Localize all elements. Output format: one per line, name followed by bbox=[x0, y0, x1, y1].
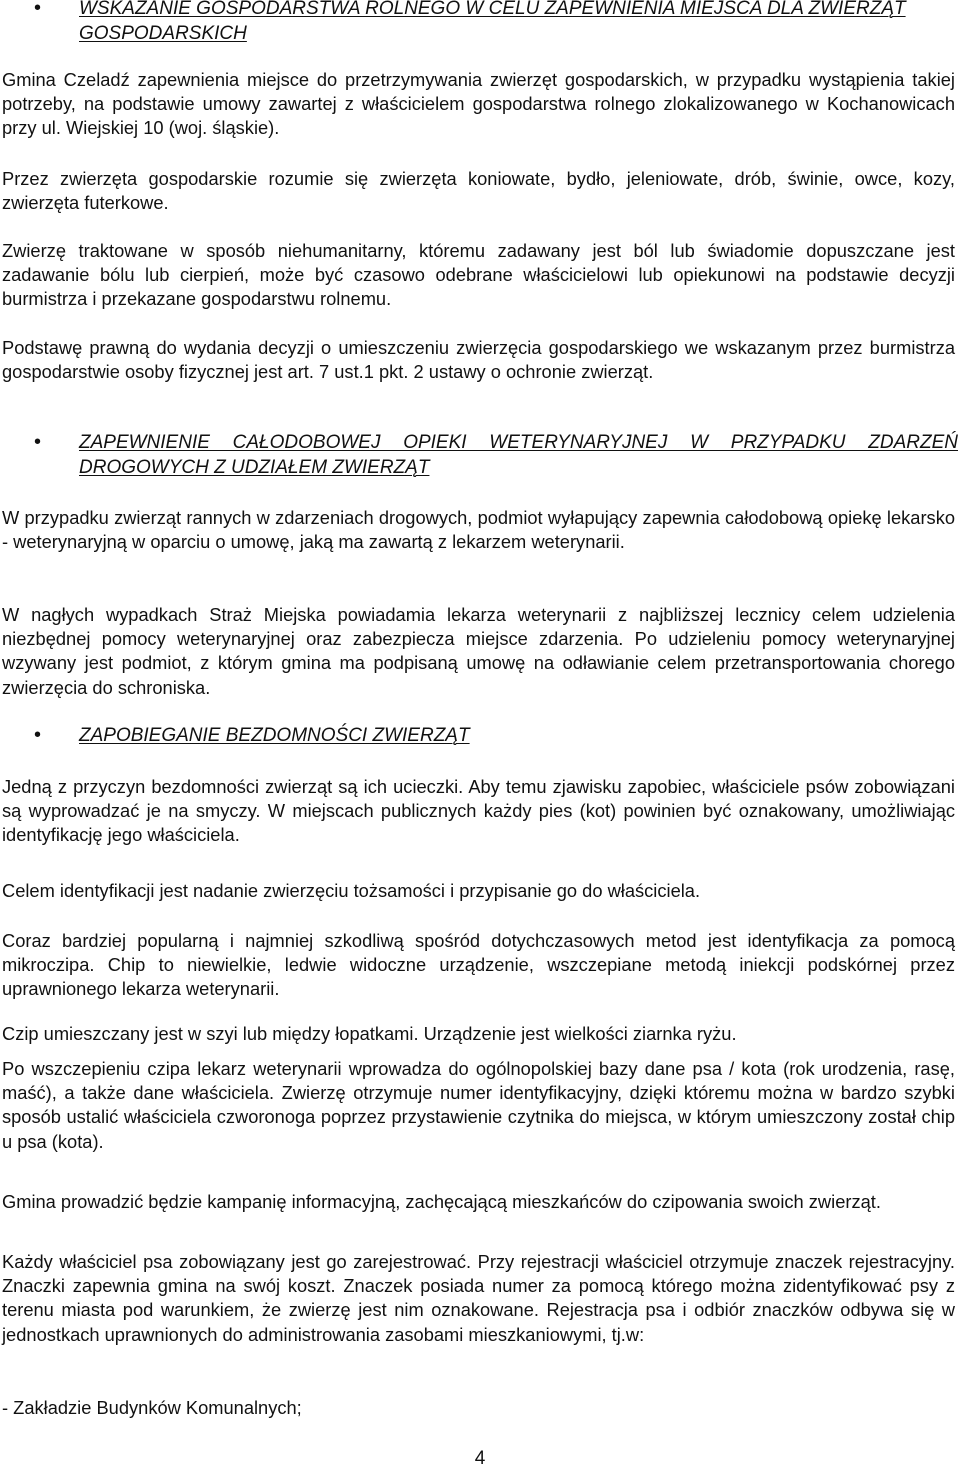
page-number: 4 bbox=[474, 1448, 486, 1469]
paragraph: Przez zwierzęta gospodarskie rozumie się zwierzęta koniowate, bydło, jeleniowate, drób, świnie, owce, kozy, zwierzęta futerkowe. bbox=[2, 168, 955, 214]
paragraph: Czip umieszczany jest w szyi lub między łopatkami. Urządzenie jest wielkości ziarnka ryżu. bbox=[2, 1023, 737, 1044]
paragraph: Po wszczepieniu czipa lekarz weterynarii wprowadza do ogólnopolskiej bazy dane psa / kota (rok urodzenia, rasę, maść), a także dane właściciela. Zwierzę otrzymuje numer identyfikacyjny, dzięki któremu można w bardzo szybki sposób ustalić właściciela czworonoga poprzez przystawienie czytnika do miejsca, w którym umieszczony został chip u psa (kota). bbox=[2, 1058, 955, 1152]
paragraph: W przypadku zwierząt rannych w zdarzeniach drogowych, podmiot wyłapujący zapewnia całodobową opiekę lekarsko - weterynaryjną w oparciu o umowę, jaką ma zawartą z lekarzem weterynarii. bbox=[2, 507, 955, 553]
heading-text: ZAPOBIEGANIE BEZDOMNOŚCI ZWIERZĄT bbox=[79, 725, 470, 746]
paragraph: Każdy właściciel psa zobowiązany jest go zarejestrować. Przy rejestracji właściciel otrzymuje znaczek rejestracyjny. Znaczki zapewnia gmina na swój koszt. Znaczek posiada numer za pomocą którego można zidentyfikować psy z terenu miasta pod warunkiem, że zwierzę jest nim oznakowane. Rejestracja psa i odbiór znaczków odbywa się w jednostkach uprawnionych do administrowania zasobami mieszkaniowymi, tj.w: bbox=[2, 1251, 955, 1345]
paragraph: Zwierzę traktowane w sposób niehumanitarny, któremu zadawany jest ból lub świadomie dopuszczane jest zadawanie bólu lub cierpień, może być czasowo odebrane właścicielowi lub opiekunowi na podstawie decyzji burmistrza i przekazane gospodarstwu rolnemu. bbox=[2, 240, 955, 310]
heading-text: WSKAZANIE GOSPODARSTWA ROLNEGO W CELU ZAPEWNIENIA MIEJSCA DLA ZWIERZĄT GOSPODARSKICH bbox=[79, 0, 906, 44]
paragraph: - Zakładzie Budynków Komunalnych; bbox=[2, 1397, 302, 1418]
paragraph: Celem identyfikacji jest nadanie zwierzęciu tożsamości i przypisanie go do właściciela. bbox=[2, 880, 701, 901]
bullet-icon: • bbox=[34, 431, 42, 453]
bullet-icon: • bbox=[34, 0, 42, 19]
paragraph: Jedną z przyczyn bezdomności zwierząt są ich ucieczki. Aby temu zjawisku zapobiec, właściciele psów zobowiązani są wyprowadzać je na smyczy. W miejscach publicznych każdy pies (kot) powinien być oznakowany, umożliwiając identyfikację jego właściciela. bbox=[2, 776, 955, 846]
bullet-icon: • bbox=[34, 724, 42, 746]
paragraph: Gmina Czeladź zapewnienia miejsce do przetrzymywania zwierzęt gospodarskich, w przypadku wystąpienia takiej potrzeby, na podstawie umowy zawartej z właścicielem gospodarstwa rolnego zlokalizowanego w Kochanowicach przy ul. Wiejskiej 10 (woj. śląskie). bbox=[2, 69, 955, 139]
paragraph: Podstawę prawną do wydania decyzji o umieszczeniu zwierzęcia gospodarskiego we wskazanym przez burmistrza gospodarstwie osoby fizycznej jest art. 7 ust.1 pkt. 2 ustawy o ochronie zwierząt. bbox=[2, 337, 955, 383]
paragraph: Coraz bardziej popularną i najmniej szkodliwą spośród dotychczasowych metod jest identyfikacja za pomocą mikroczipa. Chip to niewielkie, ledwie widoczne urządzenie, wszczepiane metodą iniekcji podskórnej przez uprawnionego lekarza weterynarii. bbox=[2, 930, 955, 1000]
paragraph: W nagłych wypadkach Straż Miejska powiadamia lekarza weterynarii z najbliższej lecznicy celem udzielenia niezbędnej pomocy weterynaryjnej oraz zabezpiecza miejsce zdarzenia. Po udzieleniu pomocy weterynaryjnej wzywany jest podmiot, z którym gmina ma podpisaną umowę na odławianie celem przetransportowania chorego zwierzęcia do schroniska. bbox=[2, 604, 955, 698]
heading-text: ZAPEWNIENIE CAŁODOBOWEJ OPIEKI WETERYNARYJNEJ W PRZYPADKU ZDARZEŃ DROGOWYCH Z UDZIAŁEM ZWIERZĄT bbox=[79, 432, 958, 478]
paragraph: Gmina prowadzić będzie kampanię informacyjną, zachęcającą mieszkańców do czipowania swoich zwierząt. bbox=[2, 1191, 881, 1212]
